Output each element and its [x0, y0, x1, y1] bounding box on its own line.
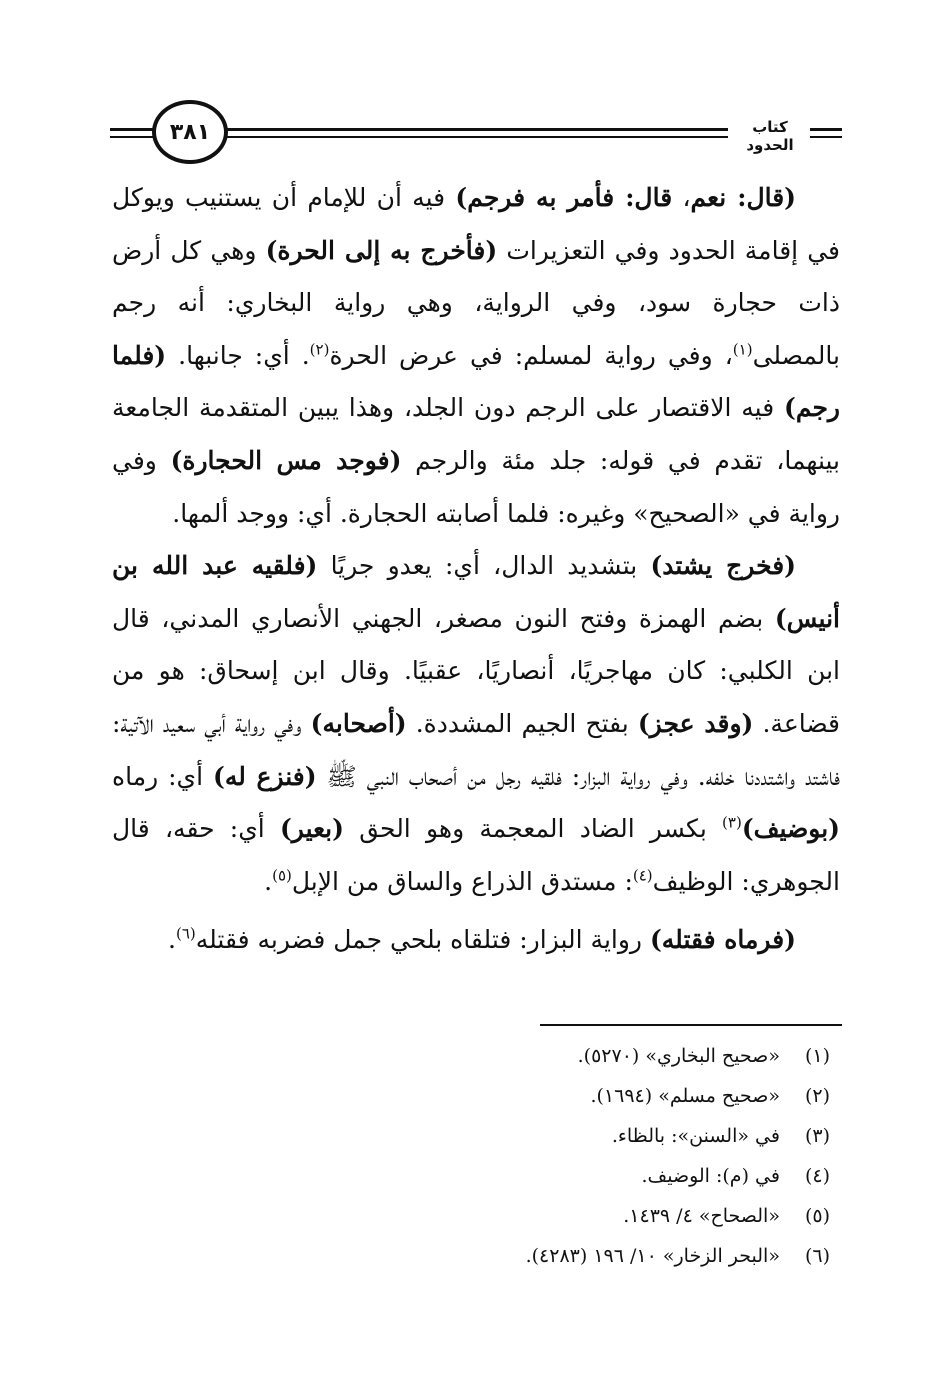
paragraph [112, 914, 840, 967]
bold-lemma: (أصحابه) [310, 708, 407, 738]
footnote-number: (١) [804, 1045, 830, 1067]
bold-lemma: (بعير) [279, 814, 344, 844]
commentary-text: فيه أن للإمام أن يستنيب ويوكل في إقامة الحدود وفي التعزيرات [112, 183, 841, 265]
bold-lemma: (فأخرج به إلى الحرة) [265, 235, 498, 265]
commentary-text: وفي رواية أبي سعيد الآتية: فاشتد واشتددنا خلفه. وفي رواية البزار: فلقيه رجل من أصحاب النبي ﷺ [112, 708, 840, 791]
footnote-text: «صحيح مسلم» (١٦٩٤). [590, 1085, 780, 1107]
commentary-text: ، [672, 183, 691, 212]
page-number: ٣٨١ [152, 100, 228, 164]
header-rule [110, 136, 158, 138]
commentary-text: بكسر الضاد المعجمة وهو الحق [343, 814, 723, 844]
footnote [120, 1076, 842, 1116]
footnote-text: في (م): الوضيف. [641, 1165, 780, 1187]
footnote-number: (٢) [804, 1085, 830, 1107]
footnote [120, 1196, 842, 1236]
header-rule [110, 128, 158, 131]
footnote-text: «الصحاح» ٤/ ١٤٣٩. [623, 1205, 780, 1227]
footnote-number: (٦) [804, 1245, 830, 1267]
bold-lemma: (فلقيه عبد الله بن أنيس) [112, 551, 840, 633]
footnote-text: «البحر الزخار» ١٠/ ١٩٦ (٤٢٨٣). [525, 1245, 780, 1267]
commentary-text: . [264, 866, 273, 896]
commentary-text: أي: رماه [112, 761, 213, 791]
bold-lemma: (فلما رجم) [112, 340, 840, 423]
commentary-text: : مستدق الذراع والساق من الإبل [291, 866, 633, 896]
footnote-ref: (٢) [309, 340, 330, 359]
footnote-text: «صحيح البخاري» (٥٢٧٠). [577, 1045, 780, 1067]
bold-lemma: (قال: [726, 183, 796, 212]
commentary-text: أي: حقه، قال الجوهري: الوظيف [112, 814, 840, 896]
footnote [120, 1116, 842, 1156]
main-text [112, 172, 840, 967]
footnote-text: في «السنن»: بالظاء. [611, 1125, 780, 1147]
commentary-text: وفي رواية في «الصحيح» وغيره: فلما أصابته الحجارة. أي: ووجد ألمها. [112, 445, 840, 528]
footnote-separator [540, 1024, 842, 1026]
footnote-ref: (٦) [175, 924, 196, 943]
commentary-text: رواية البزار: فتلقاه بلحي جمل فضربه فقتله [195, 925, 650, 955]
page-header [110, 96, 842, 168]
footnote-ref: (٣) [722, 813, 742, 832]
bold-lemma: (فرماه فقتله) [649, 925, 796, 955]
footnote-ref: (٥) [272, 866, 292, 885]
header-rule [810, 136, 842, 138]
commentary-text: . أي: جانبها. [166, 340, 310, 370]
footnote-number: (٤) [804, 1165, 830, 1187]
bold-lemma: قال: فأمر به فرجم) [455, 183, 673, 212]
commentary-text: بفتح الجيم المشددة. [406, 708, 638, 738]
footnote [120, 1036, 842, 1076]
footnote-ref: (٤) [632, 866, 653, 885]
paragraph [112, 540, 840, 908]
header-rule [810, 128, 842, 131]
footnote-number: (٣) [804, 1125, 830, 1147]
bold-lemma: (وقد عجز) [637, 708, 754, 738]
bold-lemma: (فنزع له) [213, 761, 317, 791]
header-rule [222, 136, 728, 138]
footnote-ref: (١) [732, 340, 753, 359]
commentary-text: ، وفي رواية لمسلم: في عرض الحرة [329, 340, 733, 370]
bold-lemma: نعم [690, 183, 727, 212]
bold-lemma: (بوضيف) [741, 814, 840, 844]
footnote [120, 1236, 842, 1276]
commentary-text: فيه الاقتصار على الرجم دون الجلد، وهذا يبين المتقدمة الجامعة بينهما، تقدم في قوله: جلد مئة والرجم [112, 393, 841, 475]
footnotes [120, 1036, 842, 1276]
footnote-number: (٥) [804, 1205, 830, 1227]
paragraph [112, 172, 840, 540]
running-head: كتاب الحدود [746, 118, 794, 154]
header-rule [222, 128, 728, 131]
commentary-text: . [168, 925, 176, 955]
bold-lemma: (فخرج يشتد) [650, 551, 797, 581]
footnote [120, 1156, 842, 1196]
commentary-text: وهي كل أرض ذات حجارة سود، وفي الرواية، وهي رواية البخاري: أنه رجم بالمصلى [112, 235, 841, 370]
commentary-text: بضم الهمزة وفتح النون مصغر، الجهني الأنصاري المدني، قال ابن الكلبي: كان مهاجريًا، أنصاريًا، عقبيًا. وقال ابن إسحاق: هو من قضاعة. [112, 603, 841, 738]
commentary-text: بتشديد الدال، أي: يعدو جريًا [317, 551, 651, 581]
bold-lemma: (فوجد مس الحجارة) [170, 445, 402, 475]
